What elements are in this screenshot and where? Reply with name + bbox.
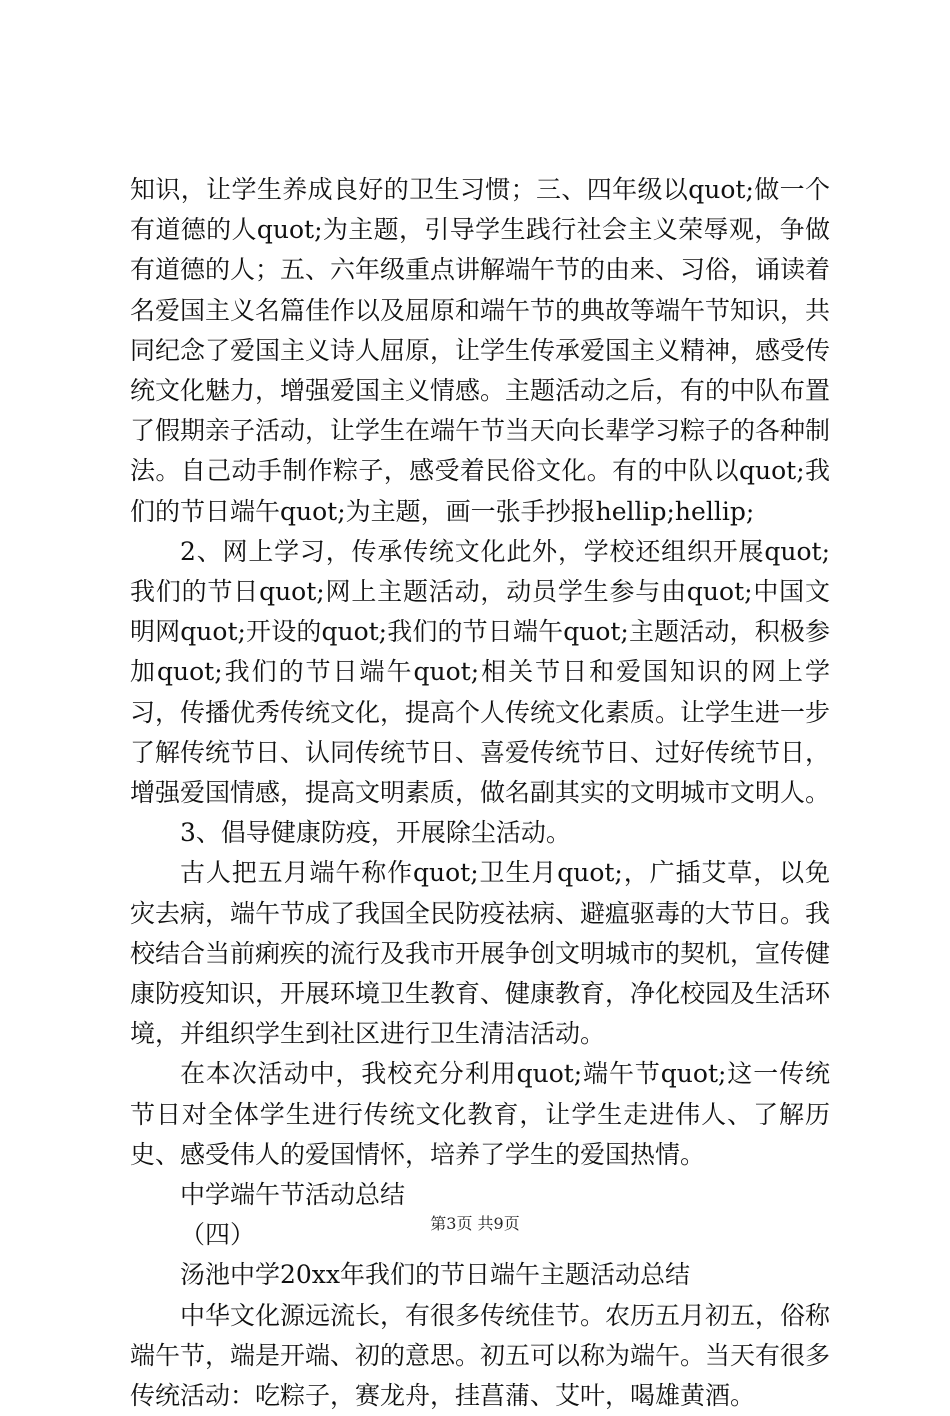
paragraph-intro: 中华文化源远流长，有很多传统佳节。农历五月初五，俗称端午节，端是开端、初的意思。初五可以称为端午。当天有很多传统活动：吃粽子，赛龙舟，挂菖蒲、艾叶，喝雄黄酒。: [130, 1300, 831, 1411]
page-number: 第3页 共9页: [430, 1214, 520, 1233]
section-number: （四）: [180, 1220, 256, 1250]
paragraph-continued: 知识，让学生养成良好的卫生习惯；三、四年级以quot;做一个有道德的人quot;为主题，引导学生践行社会主义荣辱观，争做有道德的人；五、六年级重点讲解端午节的由来、习俗，诵读着名爱国主义名篇佳作以及屈原和端午节的典故等端午节知识，共同纪念了爱国主义诗人屈原，让学生传承爱国主义精神，感受传统文化魅力，增强爱国主义情感。主题活动之后，有的中队布置了假期亲子活动，让学生在端午节当天向长辈学习粽子的各种制法。自己动手制作粽子，感受着民俗文化。有的中队以quot;我们的节日端午quot;为主题，画一张手抄报hellip;hellip;: [130, 175, 831, 526]
section-subtitle: 汤池中学20xx年我们的节日端午主题活动总结: [180, 1260, 691, 1290]
paragraph-health-heading: 3、倡导健康防疫，开展除尘活动。: [180, 818, 571, 848]
paragraph-health-body: 古人把五月端午称作quot;卫生月quot;，广插艾草，以免灾去病，端午节成了我国全民防疫祛病、避瘟驱毒的大节日。我校结合当前痢疾的流行及我市开展争创文明城市的契机，宣传健康防疫知识，开展环境卫生教育、健康教育，净化校园及生活环境，并组织学生到社区进行卫生清洁活动。: [130, 858, 831, 1049]
paragraph-summary: 在本次活动中，我校充分利用quot;端午节quot;这一传统节日对全体学生进行传统文化教育，让学生走进伟人、了解历史、感受伟人的爱国情怀，培养了学生的爱国热情。: [130, 1059, 830, 1169]
section-title: 中学端午节活动总结: [180, 1180, 406, 1210]
paragraph-online-learning: 2、网上学习，传承传统文化此外，学校还组织开展quot;我们的节日quot;网上主题活动，动员学生参与由quot;中国文明网quot;开设的quot;我们的节日端午quot;主题活动，积极参加quot;我们的节日端午quot;相关节日和爱国知识的网上学习，传播优秀传统文化，提高个人传统文化素质。让学生进一步了解传统节日、认同传统节日、喜爱传统节日、过好传统节日，增强爱国情感，提高文明素质，做名副其实的文明城市文明人。: [130, 536, 831, 808]
